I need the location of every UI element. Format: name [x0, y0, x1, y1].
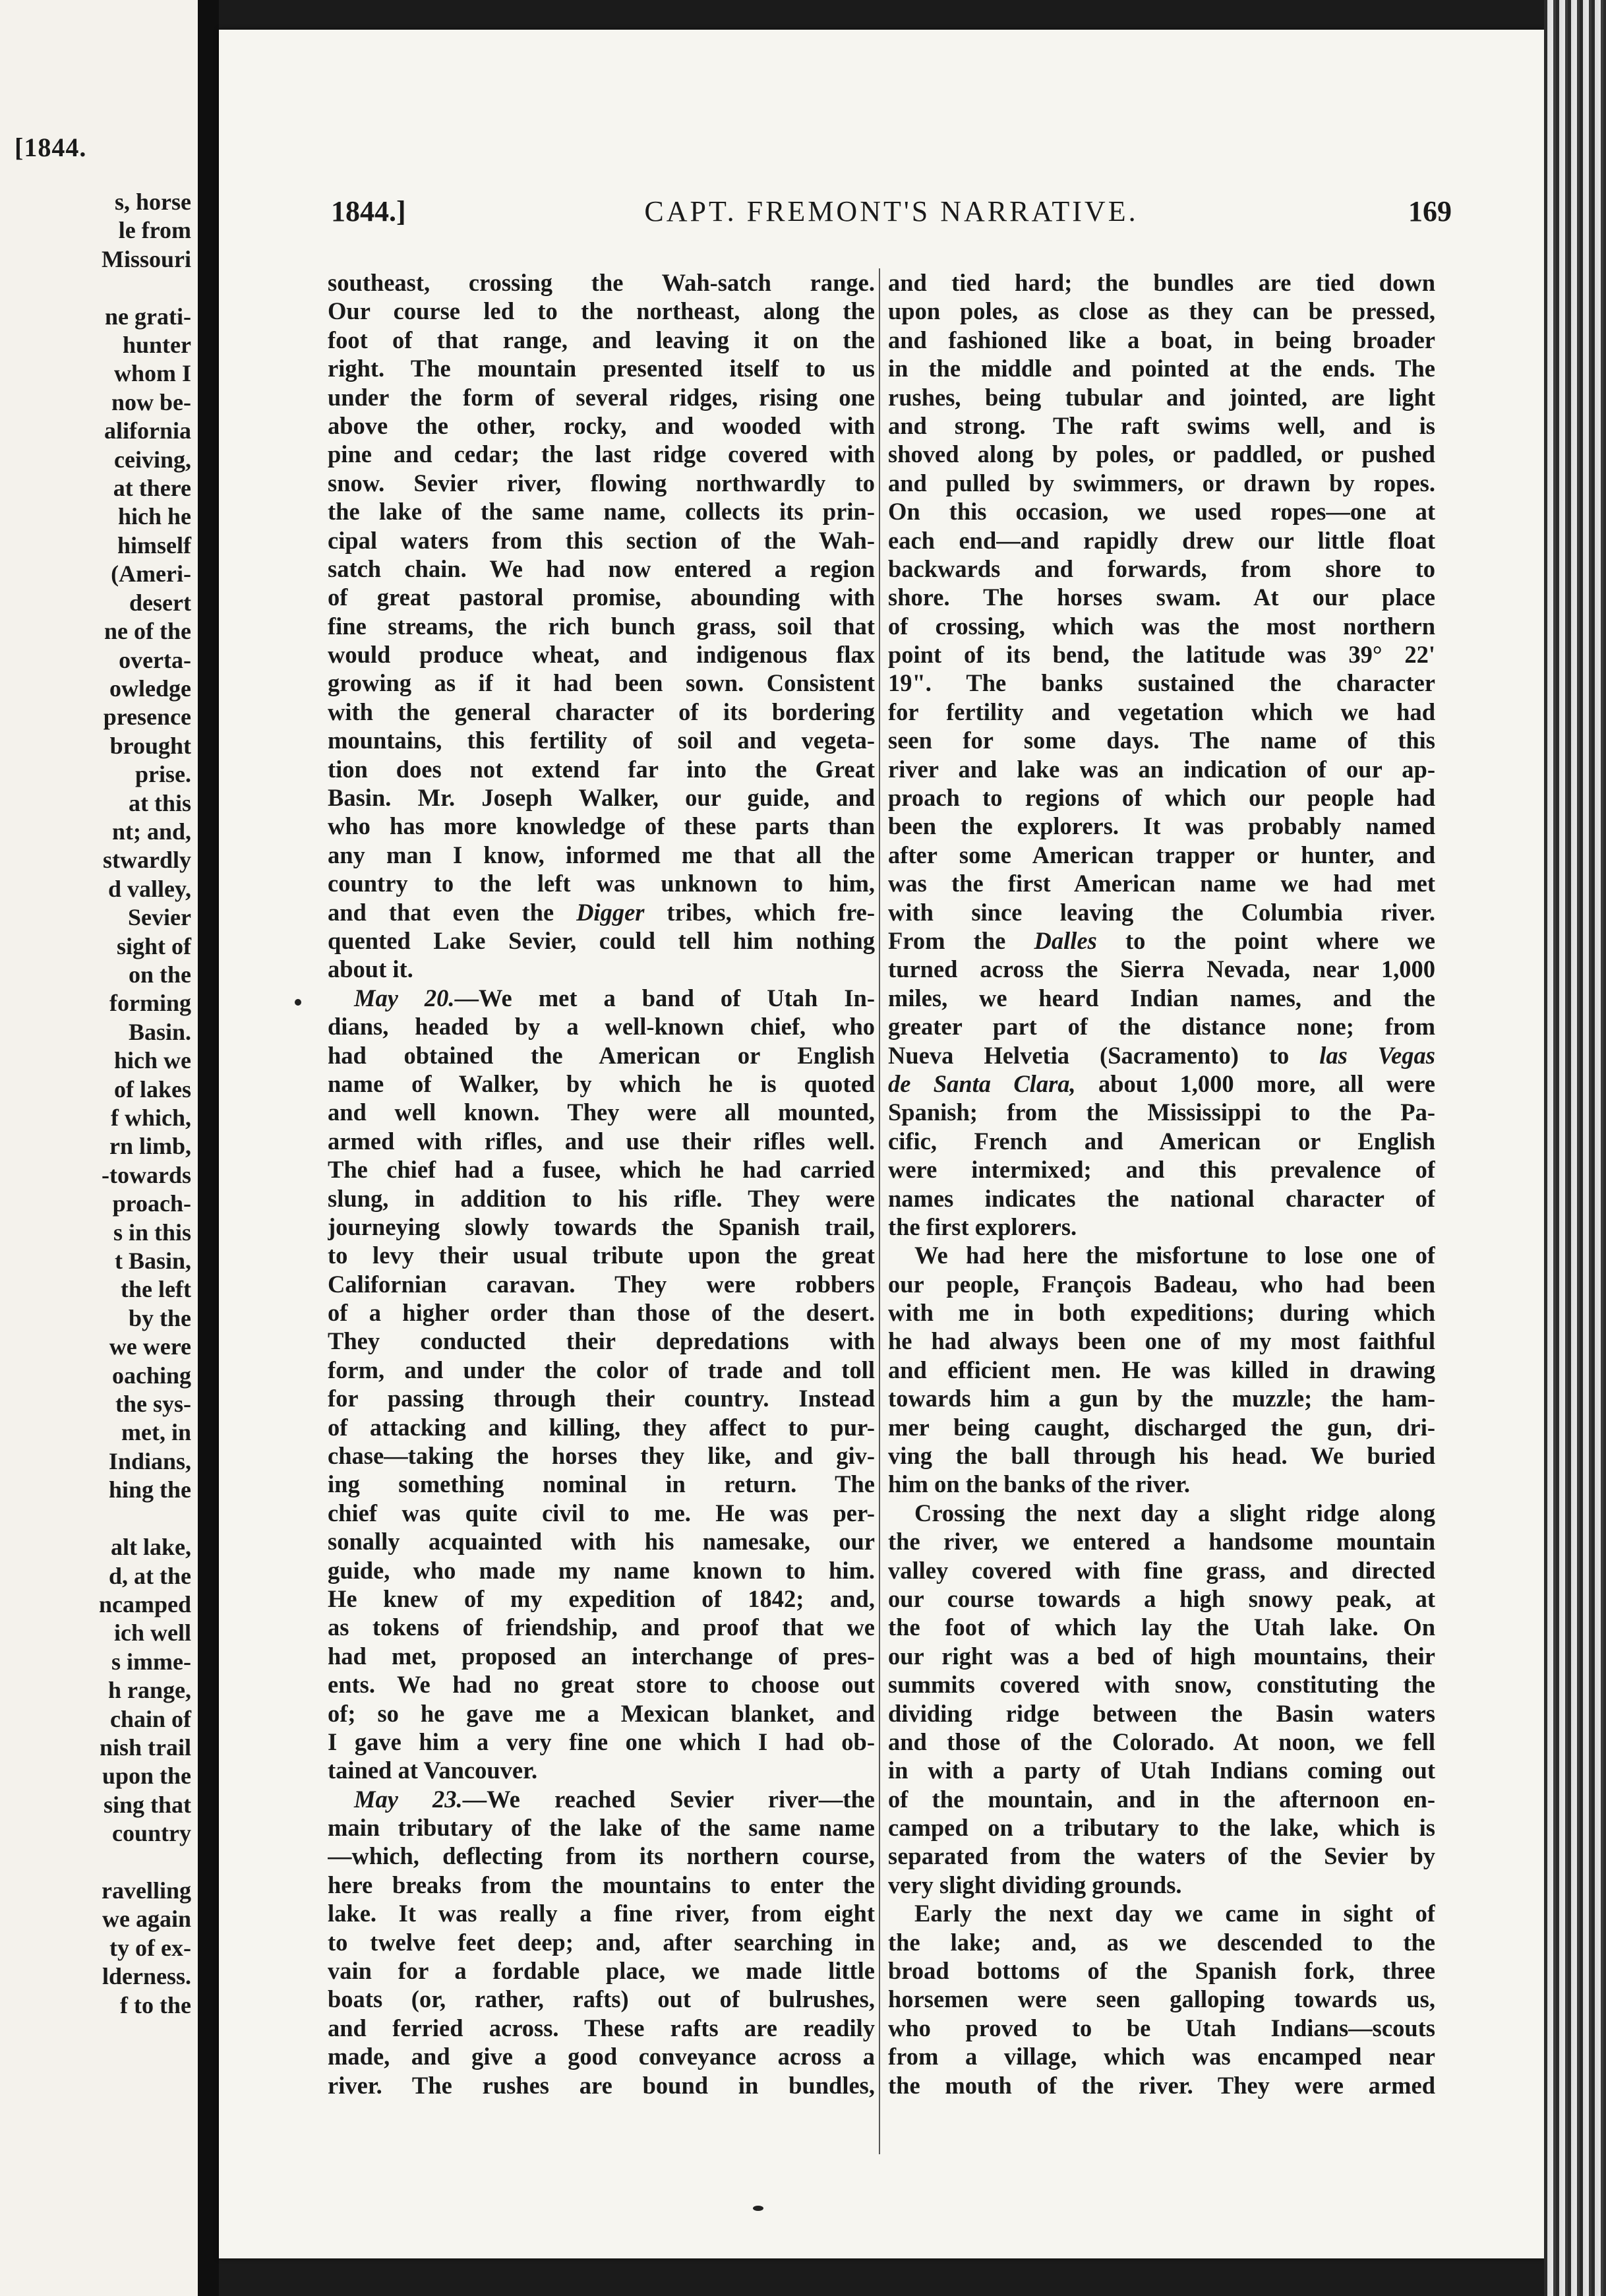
text-line: Spanish; from the Mississippi to the Pa- [888, 1099, 1435, 1126]
previous-page-line: presence [103, 704, 191, 731]
text-line: sonally acquainted with his namesake, our [328, 1528, 875, 1556]
text-line: form, and under the color of trade and toll [328, 1356, 875, 1383]
text-line: ving the ball through his head. We buried [888, 1442, 1435, 1470]
text-line: rushes, being tubular and jointed, are light [888, 383, 1435, 411]
previous-page-line: at this [128, 789, 191, 816]
text-line: southeast, crossing the Wah-satch range. [328, 269, 875, 296]
text-line: growing as if it had been sown. Consistent [328, 669, 875, 697]
text-column-left [328, 268, 875, 2100]
previous-page-line: lderness. [102, 1963, 191, 1990]
previous-page-line: le from [118, 217, 191, 244]
text-line: river and lake was an indication of our ap- [888, 755, 1435, 783]
text-line: guide, who made my name known to him. [328, 1556, 875, 1584]
ink-speck [295, 999, 301, 1006]
previous-page-line: s, horse [115, 189, 191, 215]
text-line: was the first American name we had met [888, 870, 1435, 897]
text-line: our course towards a high snowy peak, at [888, 1585, 1435, 1612]
previous-page-header: [1844. [15, 133, 87, 162]
text-line: who has more knowledge of these parts than [328, 812, 875, 840]
text-line: cipal waters from this section of the Wah- [328, 526, 875, 554]
previous-page-line: ncamped [98, 1590, 191, 1617]
running-head [331, 195, 1452, 234]
text-line: would produce wheat, and indigenous flax [328, 641, 875, 669]
previous-page-line: hunter [122, 332, 191, 359]
previous-page-line: ty of ex- [109, 1934, 191, 1961]
text-line: de Santa Clara, about 1,000 more, all were [888, 1070, 1435, 1097]
text-line: with me in both expeditions; during which [888, 1299, 1435, 1327]
text-line: ents. We had no great store to choose out [328, 1671, 875, 1699]
page-number: 169 [1408, 195, 1452, 227]
text-line: They conducted their depredations with [328, 1327, 875, 1355]
text-line: for fertility and vegetation which we had [888, 698, 1435, 725]
text-line: shoved along by poles, or paddled, or pushed [888, 440, 1435, 468]
text-line: to levy their usual tribute upon the great [328, 1242, 875, 1269]
text-line: cific, French and American or English [888, 1127, 1435, 1155]
text-column-right [888, 268, 1435, 2100]
text-line: after some American trapper or hunter, and [888, 841, 1435, 868]
text-line: as tokens of friendship, and proof that we [328, 1614, 875, 1641]
previous-page-line: d valley, [107, 875, 191, 902]
previous-page-line: Sevier [128, 904, 191, 931]
text-line: chief was quite civil to me. He was per- [328, 1499, 875, 1526]
text-line: snow. Sevier river, flowing northwardly to [328, 469, 875, 497]
previous-page-line [0, 274, 191, 302]
previous-page-line: ravelling [102, 1877, 191, 1904]
text-line: who proved to be Utah Indians—scouts [888, 2014, 1435, 2041]
text-line: Our course led to the northeast, along the [328, 297, 875, 325]
previous-page-line: nish trail [99, 1734, 191, 1761]
text-line: seen for some days. The name of this [888, 727, 1435, 754]
text-line: for passing through their country. Instead [328, 1385, 875, 1412]
text-line: broad bottoms of the Spanish fork, three [888, 1957, 1435, 1985]
text-line: in with a party of Utah Indians coming out [888, 1757, 1435, 1784]
previous-page-line: s imme- [111, 1648, 191, 1675]
text-line: any man I know, informed me that all the [328, 841, 875, 868]
text-line: mer being caught, discharged the gun, dri- [888, 1413, 1435, 1441]
text-line: turned across the Sierra Nevada, near 1,000 [888, 955, 1435, 983]
text-line: lake. It was really a fine river, from eight [328, 1900, 875, 1927]
text-line: had met, proposed an interchange of pres- [328, 1642, 875, 1670]
page [219, 30, 1544, 2258]
previous-page-line: of lakes [114, 1075, 191, 1103]
text-line: separated from the waters of the Sevier by [888, 1842, 1435, 1870]
text-line: towards him a gun by the muzzle; the ham- [888, 1385, 1435, 1412]
previous-page-line: d, at the [109, 1562, 191, 1589]
text-line: about it. [328, 955, 413, 983]
text-line: and those of the Colorado. At noon, we fell [888, 1728, 1435, 1755]
previous-page-line: f to the [120, 1991, 191, 2018]
previous-page-line: hing the [108, 1476, 191, 1503]
text-line: been the explorers. It was probably named [888, 812, 1435, 840]
text-line: and fashioned like a boat, in being broader [888, 326, 1435, 353]
previous-page-line: hich we [114, 1047, 191, 1074]
text-line: he had always been one of my most faithful [888, 1327, 1435, 1355]
previous-page-line: the left [121, 1276, 191, 1303]
text-line: and ferried across. These rafts are readily [328, 2014, 875, 2041]
text-line: him on the banks of the river. [888, 1470, 1190, 1498]
previous-page-line: brought [109, 732, 191, 759]
text-line: the first explorers. [888, 1213, 1077, 1240]
text-line: I gave him a very fine one which I had ob- [328, 1728, 875, 1755]
text-line: of; so he gave me a Mexican blanket, and [328, 1699, 875, 1727]
previous-page-line: at there [113, 475, 191, 502]
header-year: 1844.] [331, 195, 406, 227]
previous-page-line: we were [109, 1333, 191, 1360]
text-line: —which, deflecting from its northern course, [328, 1842, 875, 1870]
text-line: shore. The horses swam. At our place [888, 584, 1435, 611]
text-line: journeying slowly towards the Spanish trail, [328, 1213, 875, 1240]
previous-page-line: (Ameri- [111, 560, 191, 588]
previous-page-line: sing that [103, 1791, 191, 1818]
text-line: in the middle and pointed at the ends. The [888, 355, 1435, 382]
text-line: He knew of my expedition of 1842; and, [328, 1585, 875, 1612]
text-line: slung, in addition to his rifle. They were [328, 1184, 875, 1212]
text-line: name of Walker, by which he is quoted [328, 1070, 875, 1097]
text-line: ing something nominal in return. The [328, 1470, 875, 1498]
previous-page-line: owledge [109, 675, 191, 702]
previous-page-line [0, 1505, 191, 1533]
ink-speck [753, 2206, 763, 2211]
previous-page-line: chain of [109, 1705, 191, 1732]
previous-page-line: Basin. [128, 1018, 191, 1045]
text-line: dians, headed by a well-known chief, who [328, 1013, 875, 1041]
text-line: each end—and rapidly drew our little float [888, 526, 1435, 554]
text-line: and pulled by swimmers, or drawn by ropes. [888, 469, 1435, 497]
previous-page-line: f which, [110, 1104, 191, 1131]
previous-page-line: Missouri [101, 245, 191, 272]
text-line: dividing ridge between the Basin waters [888, 1699, 1435, 1727]
previous-page-line: forming [109, 990, 191, 1017]
text-line: and tied hard; the bundles are tied down [888, 269, 1435, 296]
text-line: horsemen were seen galloping towards us, [888, 1985, 1435, 2013]
text-line: made, and give a good conveyance across a [328, 2043, 875, 2070]
previous-page-line: alt lake, [111, 1534, 191, 1561]
text-line: summits covered with snow, constituting the [888, 1671, 1435, 1699]
previous-page-line: ceiving, [114, 446, 191, 473]
text-line: Crossing the next day a slight ridge along [914, 1499, 1435, 1526]
text-line: foot of that range, and leaving it on the [328, 326, 875, 353]
text-line: were intermixed; and this prevalence of [888, 1156, 1435, 1184]
text-line: of attacking and killing, they affect to pur- [328, 1413, 875, 1441]
previous-page-line: now be- [111, 388, 191, 415]
previous-page-line: ne grati- [105, 303, 191, 330]
text-line: vain for a fordable place, we made little [328, 1957, 875, 1985]
text-line: with the general character of its bordering [328, 698, 875, 725]
previous-page-line: by the [128, 1304, 191, 1331]
text-line: of crossing, which was the most northern [888, 612, 1435, 640]
previous-page-line: the sys- [115, 1391, 191, 1418]
text-line: Basin. Mr. Joseph Walker, our guide, and [328, 784, 875, 812]
text-line: The chief had a fusee, which he had carried [328, 1156, 875, 1184]
text-line: fine streams, the rich bunch grass, soil that [328, 612, 875, 640]
previous-page-line: country [112, 1820, 191, 1847]
text-line: had obtained the American or English [328, 1041, 875, 1069]
text-line: tained at Vancouver. [328, 1757, 538, 1784]
text-line: boats (or, rather, rafts) out of bulrushes, [328, 1985, 875, 2013]
previous-page-line: oaching [111, 1362, 191, 1389]
text-line: the lake of the same name, collects its prin- [328, 498, 875, 526]
text-line: the mouth of the river. They were armed [888, 2071, 1435, 2099]
text-line: 19". The banks sustained the character [888, 669, 1435, 697]
text-line: and strong. The raft swims well, and is [888, 411, 1435, 439]
text-line: and efficient men. He was killed in drawing [888, 1356, 1435, 1383]
header-title: CAPT. FREMONT'S NARRATIVE. [644, 195, 1139, 227]
text-line: of a higher order than those of the desert. [328, 1299, 875, 1327]
text-line: to twelve feet deep; and, after searching in [328, 1928, 875, 1956]
text-line: backwards and forwards, from shore to [888, 555, 1435, 582]
previous-page-line: met, in [121, 1419, 191, 1446]
text-line: main tributary of the lake of the same name [328, 1814, 875, 1842]
text-line: valley covered with fine grass, and directed [888, 1556, 1435, 1584]
text-line: mountains, this fertility of soil and vegeta- [328, 727, 875, 754]
text-line: miles, we heard Indian names, and the [888, 984, 1435, 1012]
text-line: chase—taking the horses they like, and giv- [328, 1442, 875, 1470]
previous-page-line: overta- [119, 646, 191, 673]
text-line: of great pastoral promise, abounding with [328, 584, 875, 611]
previous-page-line [0, 1848, 191, 1877]
text-line: under the form of several ridges, rising one [328, 383, 875, 411]
previous-page-line: whom I [113, 360, 191, 387]
previous-page-line: proach- [112, 1190, 191, 1217]
previous-page-text-fragments [0, 188, 191, 2020]
previous-page-line: Indians, [108, 1447, 191, 1474]
text-line: here breaks from the mountains to enter the [328, 1871, 875, 1898]
text-line: point of its bend, the latitude was 39° 22' [888, 641, 1435, 669]
text-line: satch chain. We had now entered a region [328, 555, 875, 582]
book-gutter [198, 0, 219, 2296]
previous-page-line: on the [128, 961, 191, 988]
page-edges [1544, 0, 1606, 2296]
previous-page-line: h range, [108, 1677, 191, 1704]
text-line: armed with rifles, and use their rifles well. [328, 1127, 875, 1155]
text-line: Californian caravan. They were robbers [328, 1270, 875, 1298]
text-line: the lake; and, as we descended to the [888, 1928, 1435, 1956]
previous-page-line: s in this [113, 1219, 191, 1246]
previous-page-line: himself [117, 531, 191, 559]
text-line: camped on a tributary to the lake, which is [888, 1814, 1435, 1842]
text-line: with since leaving the Columbia river. [888, 898, 1435, 926]
text-line: from a village, which was encamped near [888, 2043, 1435, 2070]
text-line: quented Lake Sevier, could tell him nothing [328, 926, 875, 954]
text-line: our right was a bed of high mountains, their [888, 1642, 1435, 1670]
previous-page-line: upon the [102, 1763, 191, 1790]
previous-page-line: we again [102, 1906, 191, 1933]
text-line: names indicates the national character of [888, 1184, 1435, 1212]
text-line: On this occasion, we used ropes—one at [888, 498, 1435, 526]
text-line: pine and cedar; the last ridge covered with [328, 440, 875, 468]
previous-page-line: t Basin, [114, 1248, 191, 1275]
text-line: May 23.—We reached Sevier river—the [354, 1785, 875, 1813]
text-line: upon poles, as close as they can be pressed, [888, 297, 1435, 325]
text-line: above the other, rocky, and wooded with [328, 411, 875, 439]
text-line: and that even the Digger tribes, which fre- [328, 898, 875, 926]
previous-page-line: prise. [135, 761, 191, 788]
previous-page-line: -towards [102, 1161, 191, 1188]
text-line: Early the next day we came in sight of [914, 1900, 1435, 1927]
previous-page-line: ne of the [104, 618, 191, 645]
column-divider [879, 268, 880, 2154]
text-line: Nueva Helvetia (Sacramento) to las Vegas [888, 1041, 1435, 1069]
text-line: river. The rushes are bound in bundles, [328, 2071, 875, 2099]
previous-page-line: rn limb, [109, 1133, 191, 1160]
text-line: tion does not extend far into the Great [328, 755, 875, 783]
text-line: right. The mountain presented itself to us [328, 355, 875, 382]
text-line: greater part of the distance none; from [888, 1013, 1435, 1041]
text-line: the foot of which lay the Utah lake. On [888, 1614, 1435, 1641]
text-line: We had here the misfortune to lose one of [914, 1242, 1435, 1269]
text-line: our people, François Badeau, who had been [888, 1270, 1435, 1298]
text-line: country to the left was unknown to him, [328, 870, 875, 897]
text-line: May 20.—We met a band of Utah In- [354, 984, 875, 1012]
previous-page-line: ich well [114, 1619, 191, 1646]
text-line: proach to regions of which our people had [888, 784, 1435, 812]
previous-page-fragment [0, 0, 198, 2296]
previous-page-line: nt; and, [111, 818, 191, 845]
previous-page-line: hich he [117, 503, 191, 530]
previous-page-line: stwardly [103, 847, 191, 874]
text-line: very slight dividing grounds. [888, 1871, 1182, 1898]
text-line: From the Dalles to the point where we [888, 926, 1435, 954]
previous-page-line: alifornia [104, 417, 191, 444]
text-line: and well known. They were all mounted, [328, 1099, 875, 1126]
text-line: of the mountain, and in the afternoon en- [888, 1785, 1435, 1813]
previous-page-line: desert [129, 589, 191, 616]
text-line: the river, we entered a handsome mountain [888, 1528, 1435, 1556]
previous-page-line: sight of [116, 932, 191, 959]
